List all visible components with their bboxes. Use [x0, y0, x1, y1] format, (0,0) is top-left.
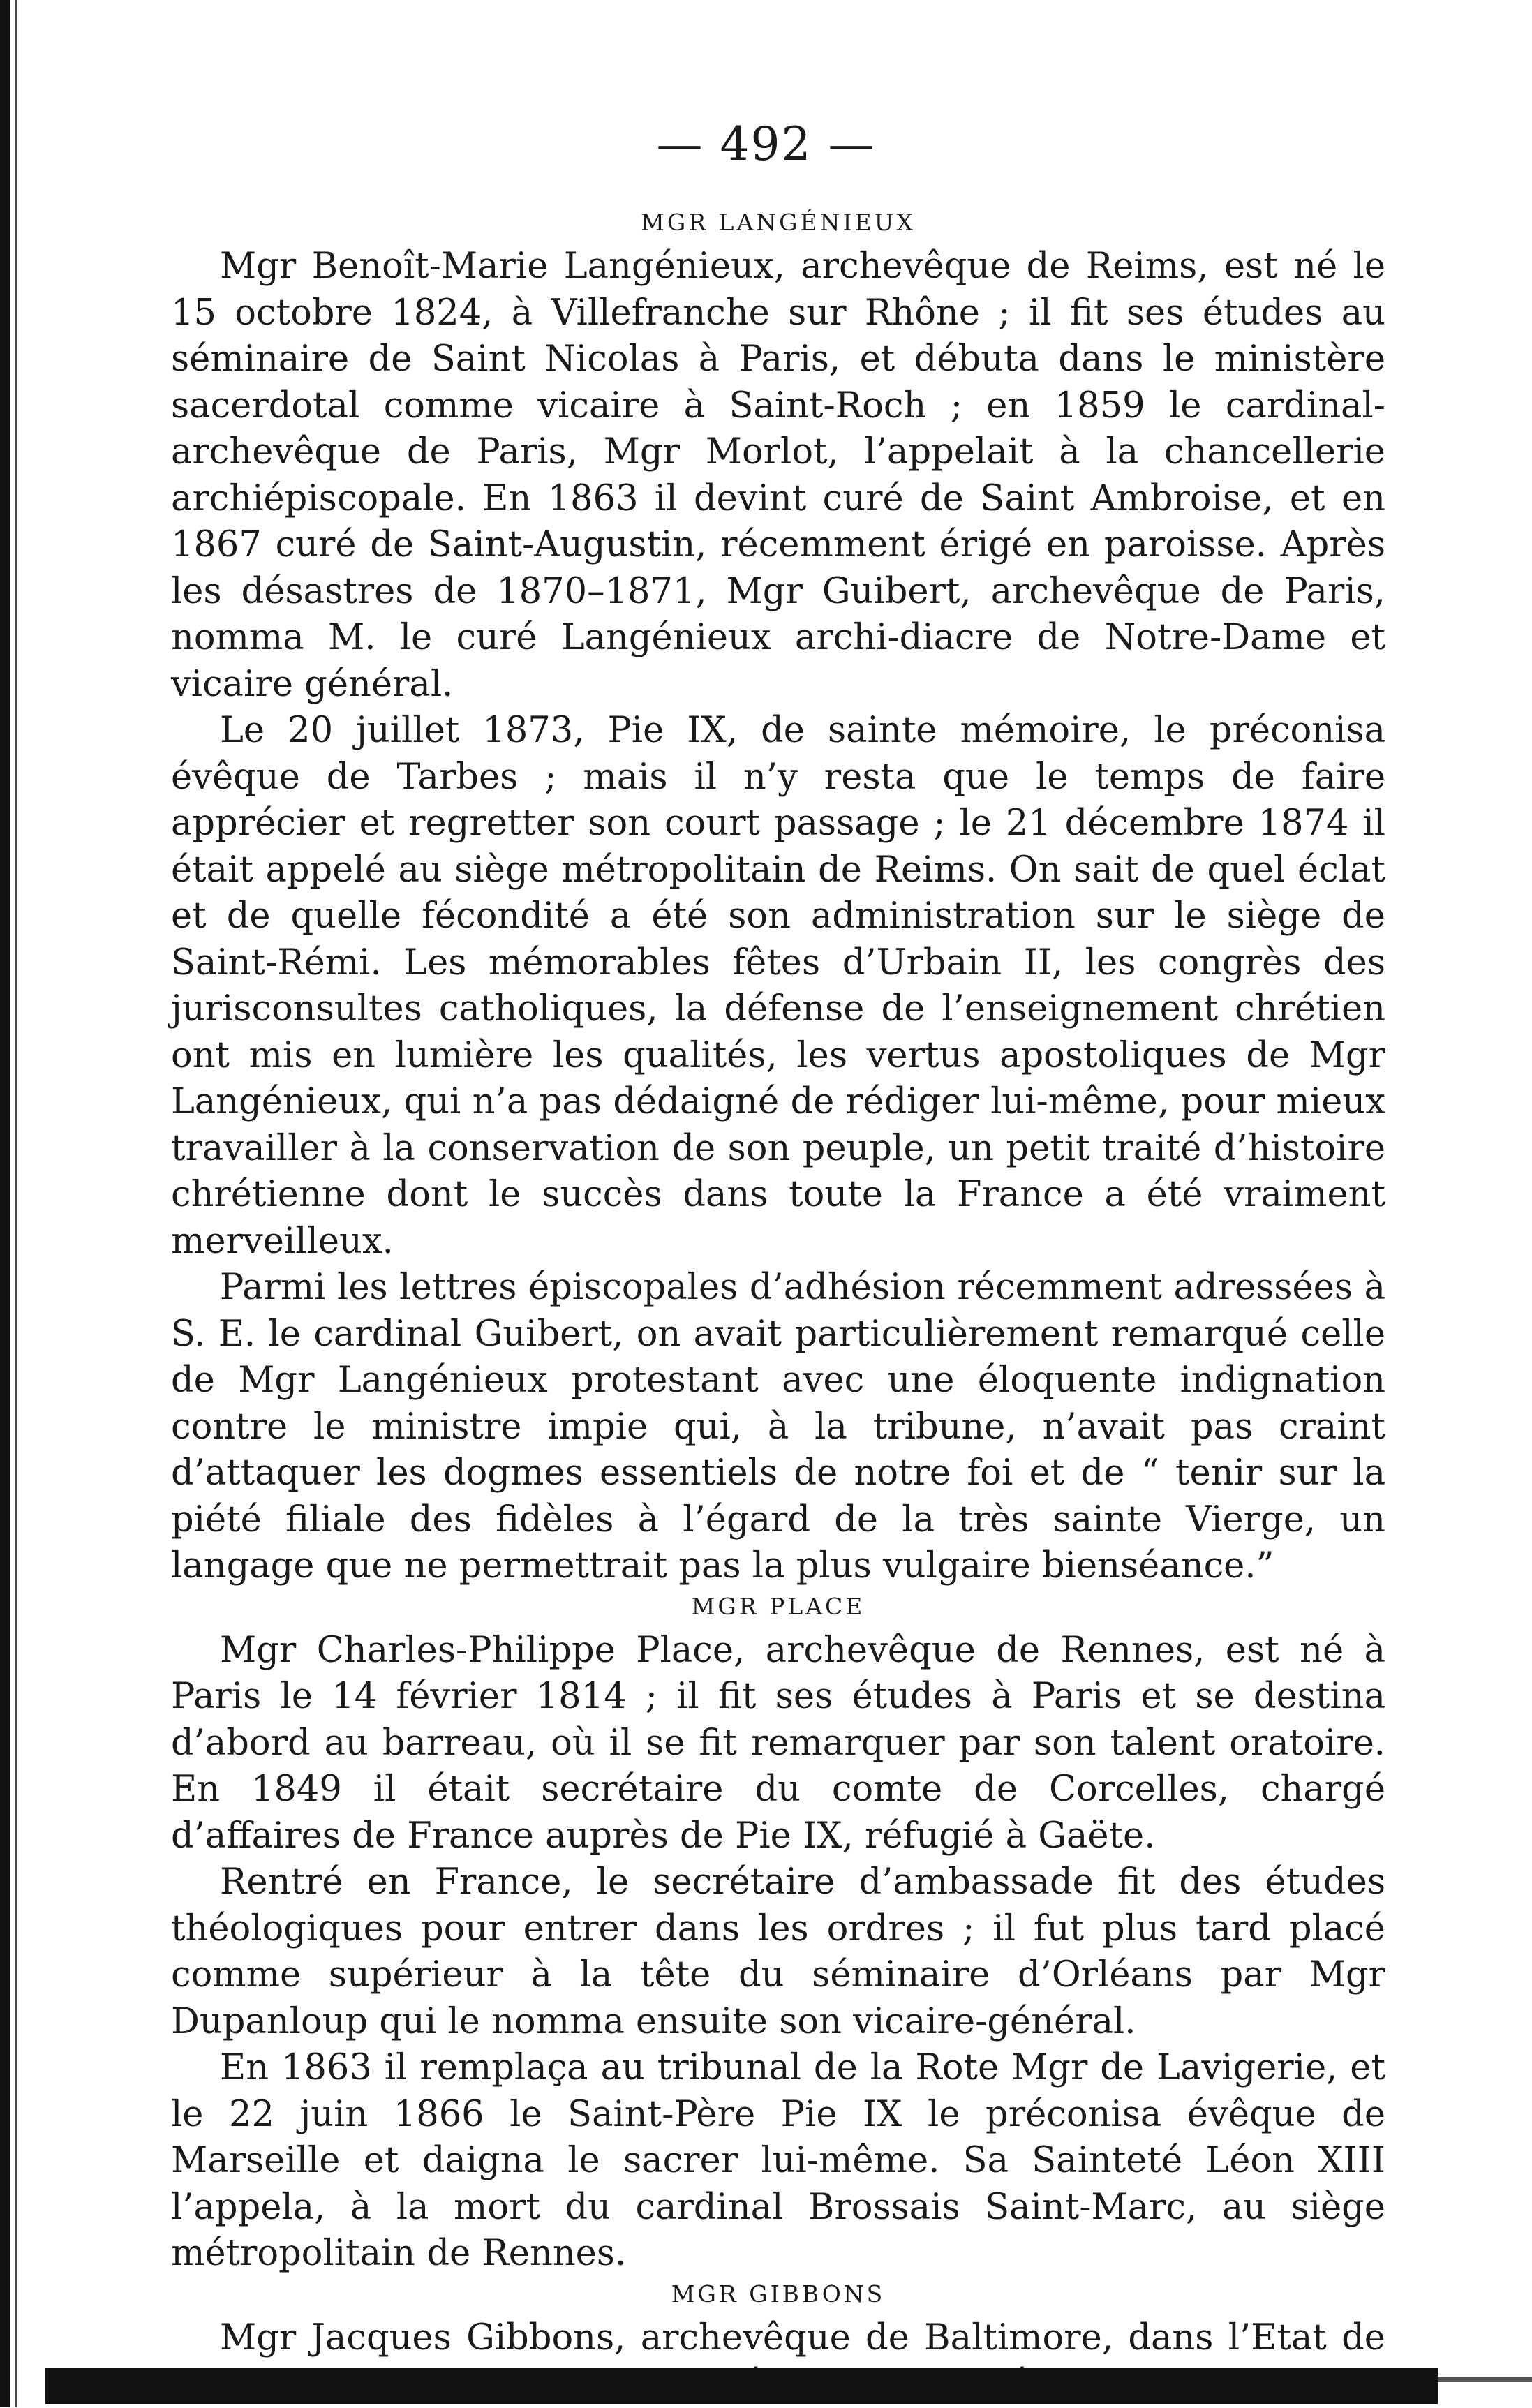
paragraph: Rentré en France, le secrétaire d’ambassade fit des études théologiques pour entrer dans les ordres ; il fut plus tard placé comme supérieur à la tête du séminaire d’Orléans par Mgr Dupanloup qui le nomma ensuite son vicaire-général.: [171, 1861, 1385, 2042]
paragraph: Parmi les lettres épiscopales d’adhésion récemment adressées à S. E. le cardinal Guibert, on avait particulièrement remarqué celle de Mgr Langénieux protestant avec une éloquente indignation contre le ministre impie qui, à la tribune, n’avait pas craint d’attaquer les dogmes essentiels de notre foi et de “ tenir sur la piété filiale des fidèles à l’égard de la très sainte Vierge, un langage que ne permettrait pas la plus vulgaire bienséance.”: [171, 1267, 1385, 1586]
paragraph: Mgr Charles-Philippe Place, archevêque de Rennes, est né à Paris le 14 février 1814 ; il fit ses études à Paris et se destina d’abord au barreau, où il se fit remarquer par son talent oratoire. En 1849 il était secrétaire du comte de Corcelles, chargé d’affaires de France auprès de Pie IX, réfugié à Gaëte.: [171, 1629, 1385, 1857]
page-body: [171, 206, 1385, 2408]
scan-left-edge: [0, 0, 10, 2407]
section-langenieux: [171, 206, 1385, 1590]
section-heading: MGR PLACE: [691, 1592, 865, 1620]
scan-left-edge-line: [15, 0, 17, 2407]
paragraph: Le 20 juillet 1873, Pie IX, de sainte mémoire, le préconisa évêque de Tarbes ; mais il n’y resta que le temps de faire apprécier et regretter son court passage ; le 21 décembre 1874 il était appelé au siège métropolitain de Reims. On sait de quel éclat et de quelle fécondité a été son administration sur le siège de Saint-Rémi. Les mémorables fêtes d’Urbain II, les congrès des jurisconsultes catholiques, la défense de l’enseignement chrétien ont mis en lumière les qualités, les vertus apostoliques de Mgr Langénieux, qui n’a pas dédaigné de rédiger lui-même, pour mieux travailler à la conservation de son peuple, un petit traité d’histoire chrétienne dont le succès dans toute la France a été vraiment merveilleux.: [171, 710, 1385, 1262]
scan-bottom-bar: [45, 2368, 1438, 2404]
scan-bottom-bar-tail: [1438, 2377, 1532, 2382]
section-heading: MGR GIBBONS: [671, 2280, 886, 2307]
paragraph: Mgr Benoît-Marie Langénieux, archevêque de Reims, est né le 15 octobre 1824, à Villefranche sur Rhône ; il fit ses études au séminaire de Saint Nicolas à Paris, et débuta dans le ministère sacerdotal comme vicaire à Saint-Roch ; en 1859 le cardinal-archevêque de Paris, Mgr Morlot, l’appelait à la chancellerie archiépiscopale. En 1863 il devint curé de Saint Ambroise, et en 1867 curé de Saint-Augustin, récemment érigé en paroisse. Après les désastres de 1870–1871, Mgr Guibert, archevêque de Paris, nomma M. le curé Langénieux archi-diacre de Notre-Dame et vicaire général.: [171, 246, 1385, 705]
paragraph: Mgr Jacques Gibbons, archevêque de Baltimore, dans l’Etat de: [220, 2317, 1385, 2358]
paragraph: En 1863 il remplaça au tribunal de la Rote Mgr de Lavigerie, et le 22 juin 1866 le Saint-Père Pie IX le préconisa évêque de Marseille et daigna le sacrer lui-même. Sa Sainteté Léon XIII l’appela, à la mort du cardinal Brossais Saint-Marc, au siège métropolitain de Rennes.: [171, 2047, 1385, 2274]
section-place: [171, 1590, 1385, 2277]
page-number: — 492 —: [656, 117, 876, 171]
section-heading: MGR LANGÉNIEUX: [641, 209, 916, 236]
